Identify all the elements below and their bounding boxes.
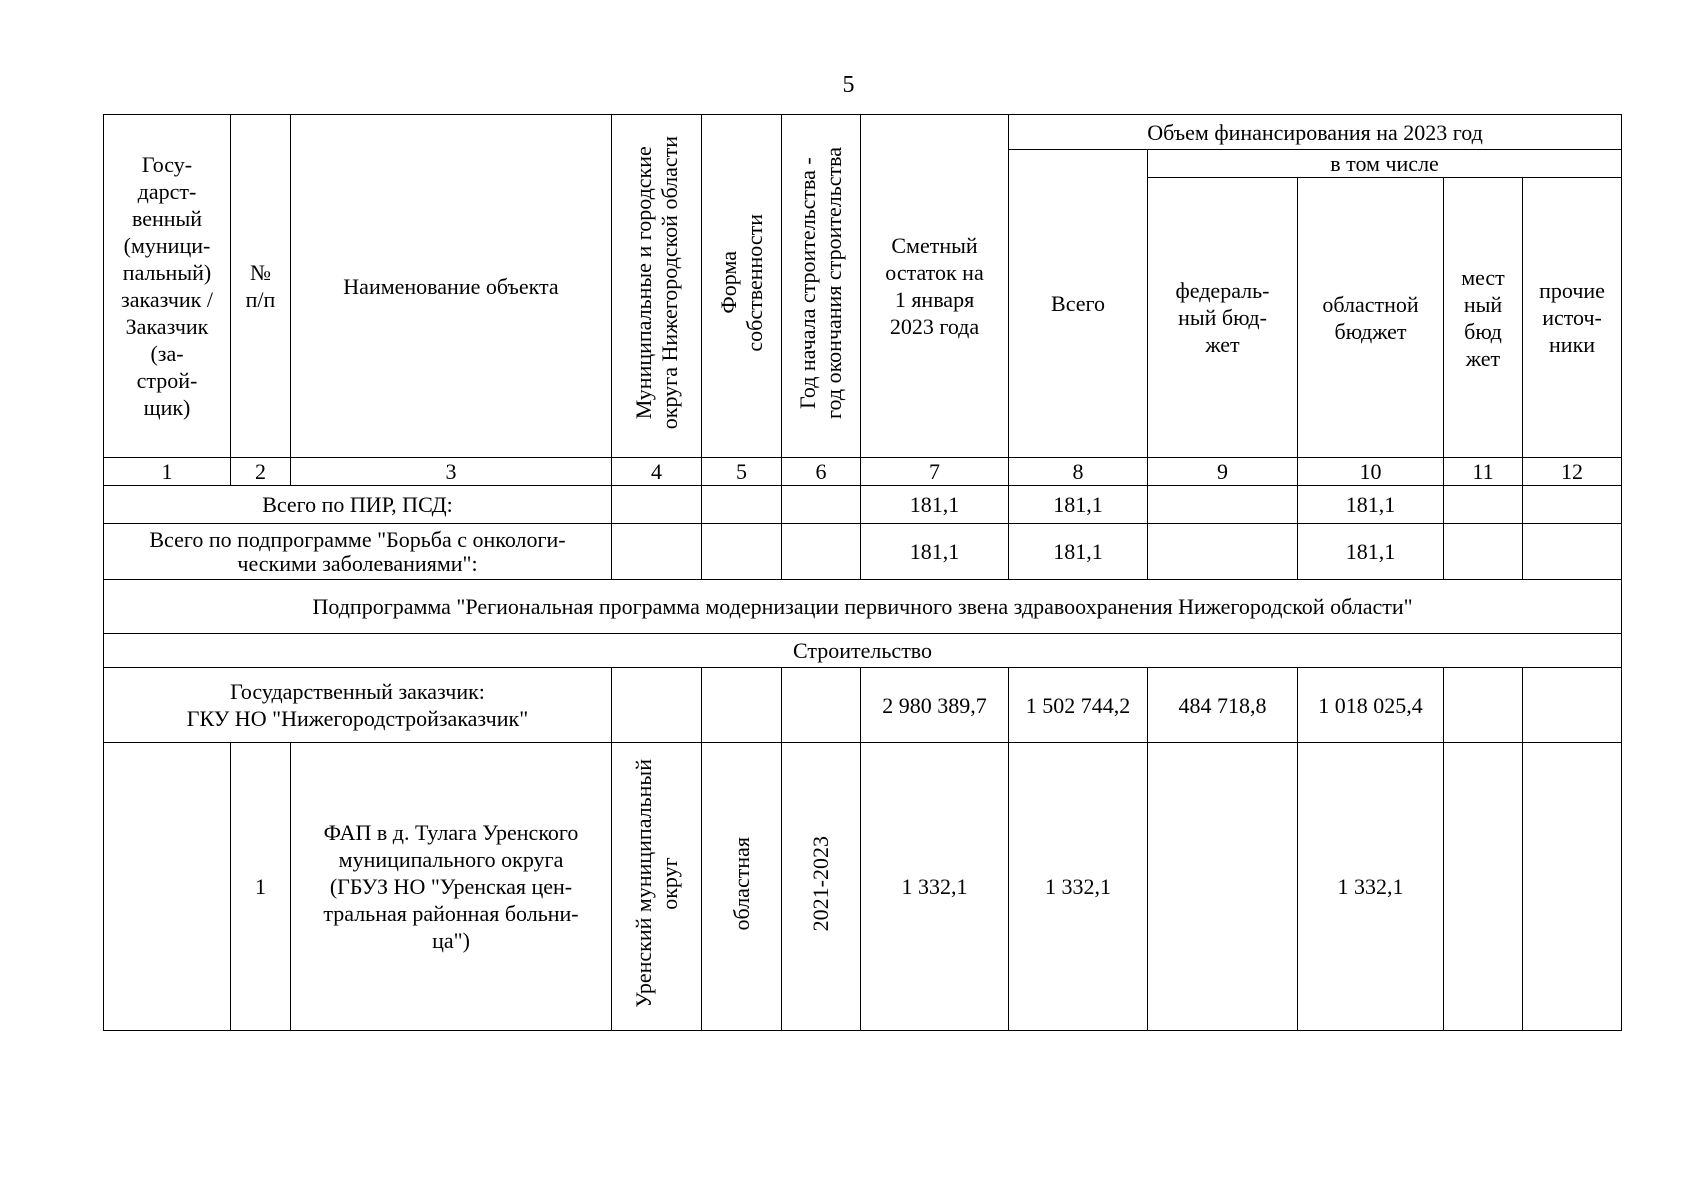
column-number: 6	[782, 458, 861, 486]
investment-table	[103, 114, 1622, 1031]
header-federal: федераль- ный бюд- жет	[1148, 178, 1298, 458]
header-funding-total: Объем финансирования на 2023 год	[1009, 115, 1622, 150]
cell-object-name: ФАП в д. Тулага Уренского муниципального округа (ГБУЗ НО "Уренская цен- тральная районная больни- ца")	[291, 743, 612, 1031]
column-number: 10	[1298, 458, 1444, 486]
cell-estimate: 181,1	[861, 524, 1009, 580]
table-row	[104, 743, 1622, 1031]
table-row-state-customer	[104, 668, 1622, 743]
header-estimate: Сметный остаток на 1 января 2023 года	[861, 115, 1009, 458]
header-regional: областной бюджет	[1298, 178, 1444, 458]
cell-municipal: Уренский муниципальный округ	[612, 743, 702, 1031]
cell-estimate: 2 980 389,7	[861, 668, 1009, 743]
section-title: Строительство	[104, 634, 1622, 668]
page-number: 5	[842, 72, 855, 98]
cell-ownership: областная	[702, 743, 782, 1031]
cell-total: 181,1	[1009, 524, 1148, 580]
cell-total: 1 332,1	[1009, 743, 1148, 1031]
table-row-section	[104, 634, 1622, 668]
cell-total: 1 502 744,2	[1009, 668, 1148, 743]
column-number: 4	[612, 458, 702, 486]
column-number: 1	[104, 458, 231, 486]
column-number: 3	[291, 458, 612, 486]
column-number: 8	[1009, 458, 1148, 486]
cell-estimate: 1 332,1	[861, 743, 1009, 1031]
header-customer: Госу- дарст- венный (муници- пальный) заказчик / Заказчик (за- строй- щик)	[104, 115, 231, 458]
header-years: Год начала строительства - год окончания строительства	[782, 115, 861, 458]
header-local: мест ный бюд жет	[1444, 178, 1523, 458]
header-number: № п/п	[231, 115, 291, 458]
row-label: Всего по ПИР, ПСД:	[104, 486, 612, 524]
cell-federal: 484 718,8	[1148, 668, 1298, 743]
column-number: 2	[231, 458, 291, 486]
subprogram-title: Подпрограмма "Региональная программа модернизации первичного звена здравоохранения Нижегородской области"	[104, 580, 1622, 634]
header-ownership: Форма собственности	[702, 115, 782, 458]
state-customer-label: Государственный заказчик: ГКУ НО "Нижегородстройзаказчик"	[104, 668, 612, 743]
header-municipal: Муниципальные и городские округа Нижегородской области	[612, 115, 702, 458]
table-row-subprogram-title	[104, 580, 1622, 634]
header-object-name: Наименование объекта	[291, 115, 612, 458]
cell-regional: 181,1	[1298, 524, 1444, 580]
column-number: 5	[702, 458, 782, 486]
cell-number: 1	[231, 743, 291, 1031]
header-including: в том числе	[1148, 150, 1622, 178]
column-number: 11	[1444, 458, 1523, 486]
column-number: 9	[1148, 458, 1298, 486]
column-numbers-row	[104, 458, 1622, 486]
table-row-pir-total	[104, 486, 1622, 524]
cell-total: 181,1	[1009, 486, 1148, 524]
header-total: Всего	[1009, 150, 1148, 458]
column-number: 7	[861, 458, 1009, 486]
cell-estimate: 181,1	[861, 486, 1009, 524]
cell-years: 2021-2023	[782, 743, 861, 1031]
cell-regional: 1 332,1	[1298, 743, 1444, 1031]
cell-regional: 1 018 025,4	[1298, 668, 1444, 743]
table-row-subprogram-total	[104, 524, 1622, 580]
column-number: 12	[1523, 458, 1622, 486]
row-label: Всего по подпрограмме "Борьба с онкологи- ческими заболеваниями":	[104, 524, 612, 580]
cell-regional: 181,1	[1298, 486, 1444, 524]
header-other: прочие источ- ники	[1523, 178, 1622, 458]
